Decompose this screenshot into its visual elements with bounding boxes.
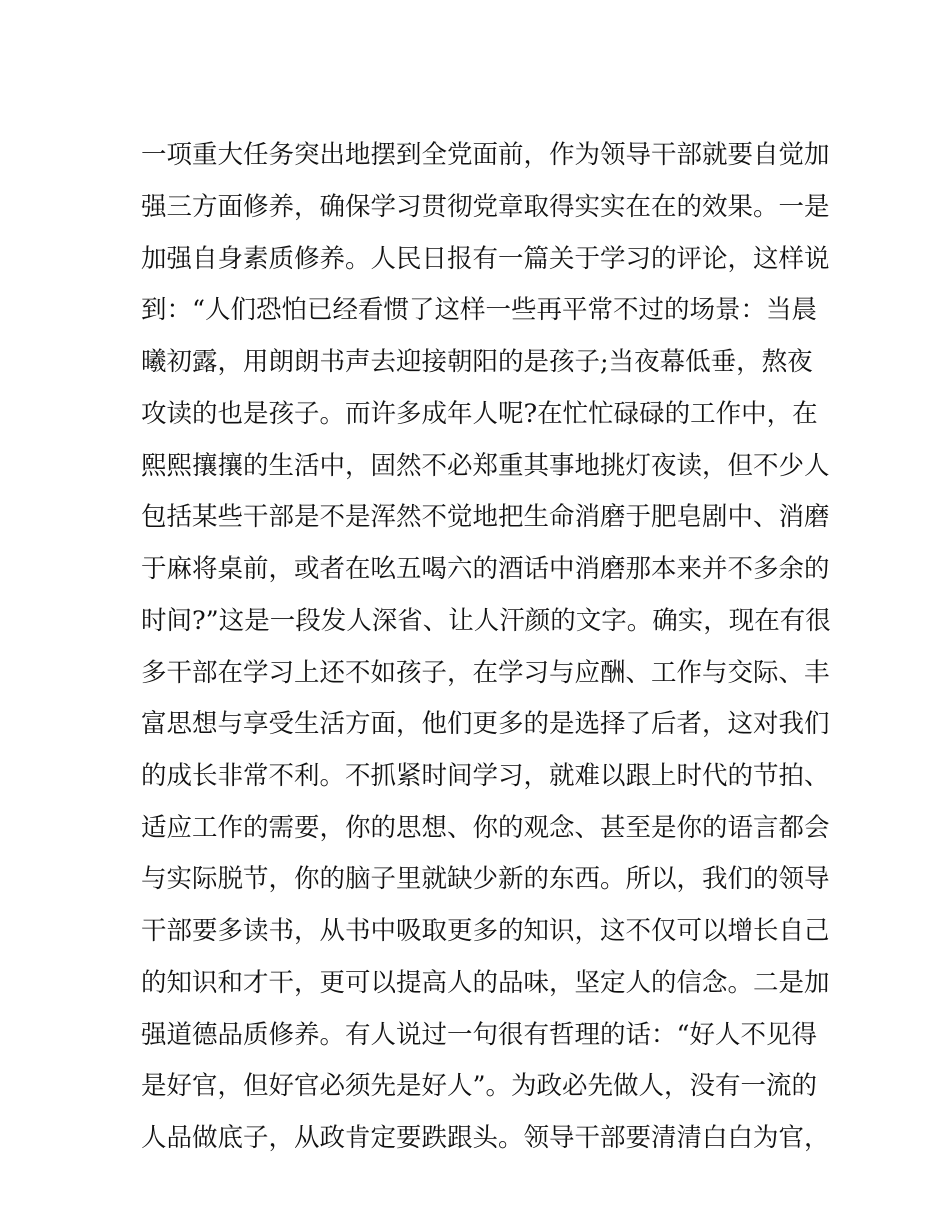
text-line: 强三方面修养，确保学习贯彻党章取得实实在在的效果。一是	[141, 192, 830, 222]
text-line: 攻读的也是孩子。而许多成年人呢?在忙忙碌碌的工作中，在	[141, 399, 818, 429]
text-line: 的知识和才干，更可以提高人的品味，坚定人的信念。二是加	[141, 968, 830, 998]
text-line: 是好官，但好官必须先是好人”。为政必先做人，没有一流的	[141, 1071, 818, 1101]
text-line: 一项重大任务突出地摆到全党面前，作为领导干部就要自觉加	[141, 140, 830, 170]
text-line: 的成长非常不利。不抓紧时间学习，就难以跟上时代的节拍、	[141, 761, 830, 791]
text-line: 强道德品质修养。有人说过一句很有哲理的话：“好人不见得	[141, 1020, 818, 1050]
text-line: 时间?”这是一段发人深省、让人汗颜的文字。确实，现在有很	[141, 606, 831, 636]
text-line: 与实际脱节，你的脑子里就缺少新的东西。所以，我们的领导	[141, 864, 830, 894]
text-line: 包括某些干部是不是浑然不觉地把生命消磨于肥皂剧中、消磨	[141, 502, 830, 532]
text-line: 于麻将桌前，或者在吆五喝六的酒话中消磨那本来并不多余的	[141, 554, 830, 584]
text-line: 富思想与享受生活方面，他们更多的是选择了后者，这对我们	[141, 709, 830, 739]
text-line: 干部要多读书，从书中吸取更多的知识，这不仅可以增长自己	[141, 916, 830, 946]
text-line: 到：“人们恐怕已经看惯了这样一些再平常不过的场景：当晨	[141, 295, 818, 325]
text-line: 加强自身素质修养。人民日报有一篇关于学习的评论，这样说	[141, 244, 830, 274]
text-line: 熙熙攘攘的生活中，固然不必郑重其事地挑灯夜读，但不少人	[141, 451, 830, 481]
text-line: 人品做底子，从政肯定要跌跟头。领导干部要清清白白为官，	[141, 1123, 830, 1153]
text-line: 适应工作的需要，你的思想、你的观念、甚至是你的语言都会	[141, 813, 830, 843]
text-line: 曦初露，用朗朗书声去迎接朝阳的是孩子;当夜幕低垂，熬夜	[141, 347, 813, 377]
text-line: 多干部在学习上还不如孩子，在学习与应酬、工作与交际、丰	[141, 658, 830, 688]
